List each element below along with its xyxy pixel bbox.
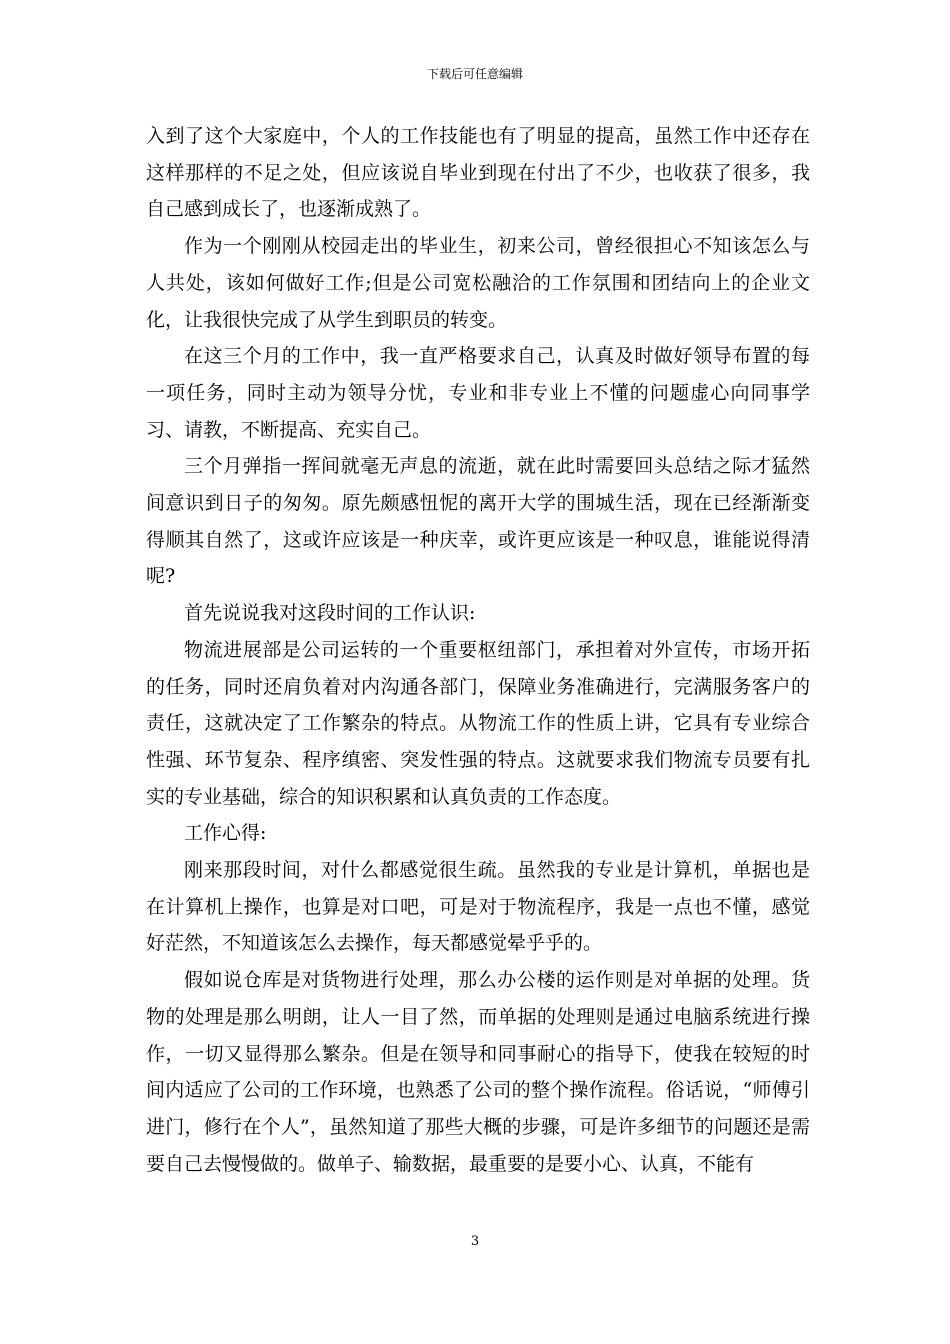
paragraph-4: 三个月弹指一挥间就毫无声息的流逝，就在此时需要回头总结之际才猛然间意识到日子的匆匆。原先颇感忸怩的离开大学的围城生活，现在已经渐渐变得顺其自然了，这或许应该是一种庆幸，或许更应该是一种叹息，谁能说得清呢? (146, 455, 810, 588)
page-number: 3 (470, 1234, 480, 1249)
page-header: 下载后可任意编辑 (426, 67, 523, 81)
paragraph-7: 工作心得: (184, 822, 267, 845)
paragraph-9: 假如说仓库是对货物进行处理，那么办公楼的运作则是对单据的处理。货物的处理是那么明朗，让人一目了然，而单据的处理则是通过电脑系统进行操作，一切又显得那么繁杂。但是在领导和同事耐心的指导下，使我在较短的时间内适应了公司的工作环境，也熟悉了公司的整个操作流程。俗话说，“师傅引进门，修行在个人”，虽然知道了那些大概的步骤，可是许多细节的问题还是需要自己去慢慢做的。做单子、输数据，最重要的是要小心、认真，不能有 (146, 969, 810, 1175)
paragraph-2: 作为一个刚刚从校园走出的毕业生，初来公司，曾经很担心不知该怎么与人共处，该如何做好工作;但是公司宽松融洽的工作氛围和团结向上的企业文化，让我很快完成了从学生到职员的转变。 (146, 235, 810, 331)
paragraph-8: 刚来那段时间，对什么都感觉很生疏。虽然我的专业是计算机，单据也是在计算机上操作，也算是对口吧，可是对于物流程序，我是一点也不懂，感觉好茫然，不知道该怎么去操作，每天都感觉晕乎乎的。 (146, 859, 810, 955)
paragraph-6: 物流进展部是公司运转的一个重要枢纽部门，承担着对外宣传，市场开拓的任务，同时还肩负着对内沟通各部门，保障业务准确进行，完满服务客户的责任，这就决定了工作繁杂的特点。从物流工作的性质上讲，它具有专业综合性强、环节复杂、程序缜密、突发性强的特点。这就要求我们物流专员要有扎实的专业基础，综合的知识积累和认真负责的工作态度。 (146, 638, 810, 808)
paragraph-3: 在这三个月的工作中，我一直严格要求自己，认真及时做好领导布置的每一项任务，同时主动为领导分忧，专业和非专业上不懂的问题虚心向同事学习、请教，不断提高、充实自己。 (146, 345, 810, 441)
paragraph-5: 首先说说我对这段时间的工作认识: (184, 602, 476, 625)
document-body (146, 118, 810, 1182)
paragraph-1: 入到了这个大家庭中，个人的工作技能也有了明显的提高，虽然工作中还存在这样那样的不足之处，但应该说自毕业到现在付出了不少，也收获了很多，我自己感到成长了，也逐渐成熟了。 (146, 125, 810, 221)
